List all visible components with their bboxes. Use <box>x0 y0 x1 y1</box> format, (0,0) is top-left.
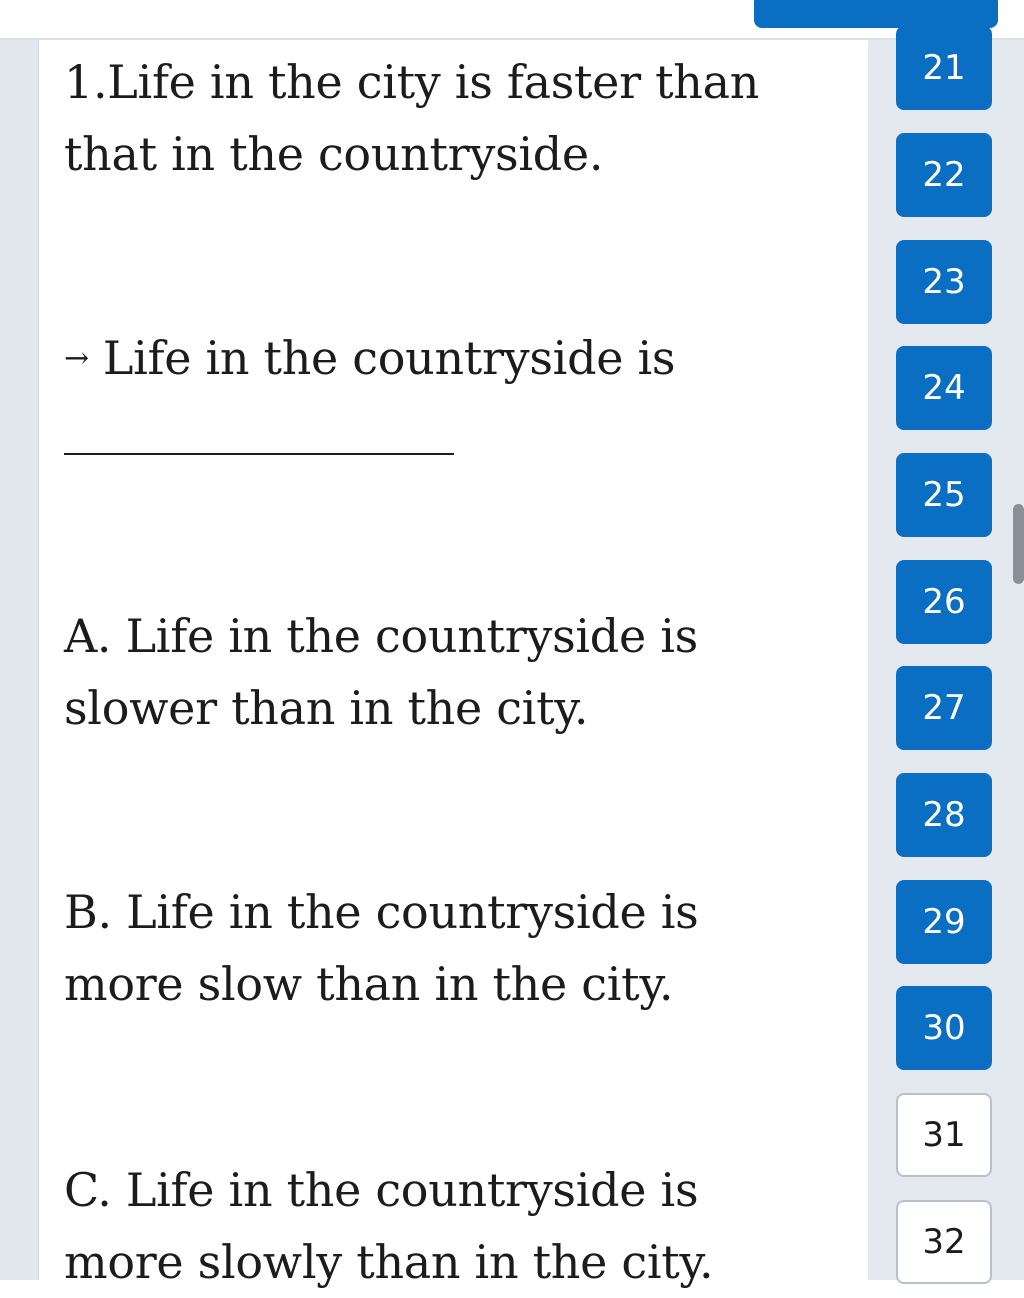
nav-question-28[interactable]: 28 <box>896 773 992 857</box>
nav-question-27[interactable]: 27 <box>896 666 992 750</box>
top-action-button[interactable] <box>754 0 998 28</box>
nav-question-32[interactable]: 32 <box>896 1200 992 1284</box>
nav-question-25[interactable]: 25 <box>896 453 992 537</box>
option-c[interactable]: C. Life in the countryside is more slowly than in the city. <box>64 1163 714 1289</box>
option-b[interactable]: B. Life in the countryside is more slow than in the city. <box>64 885 699 1011</box>
nav-question-26[interactable]: 26 <box>896 560 992 644</box>
arrow-icon: → <box>64 341 89 376</box>
top-bar <box>0 0 1024 40</box>
scrollbar-thumb[interactable] <box>1013 504 1024 584</box>
transform-prompt-text: Life in the countryside is <box>102 331 676 385</box>
question-stem: 1.Life in the city is faster than that in the countryside. <box>64 55 760 181</box>
answer-blank[interactable] <box>64 453 454 455</box>
left-gutter <box>0 40 38 1280</box>
option-a[interactable]: A. Life in the countryside is slower than in the city. <box>64 609 698 735</box>
nav-question-22[interactable]: 22 <box>896 133 992 217</box>
nav-question-31[interactable]: 31 <box>896 1093 992 1177</box>
nav-question-21[interactable]: 21 <box>896 26 992 110</box>
nav-question-29[interactable]: 29 <box>896 880 992 964</box>
transform-prompt <box>64 322 824 395</box>
nav-question-24[interactable]: 24 <box>896 346 992 430</box>
nav-question-23[interactable]: 23 <box>896 240 992 324</box>
nav-question-30[interactable]: 30 <box>896 986 992 1070</box>
